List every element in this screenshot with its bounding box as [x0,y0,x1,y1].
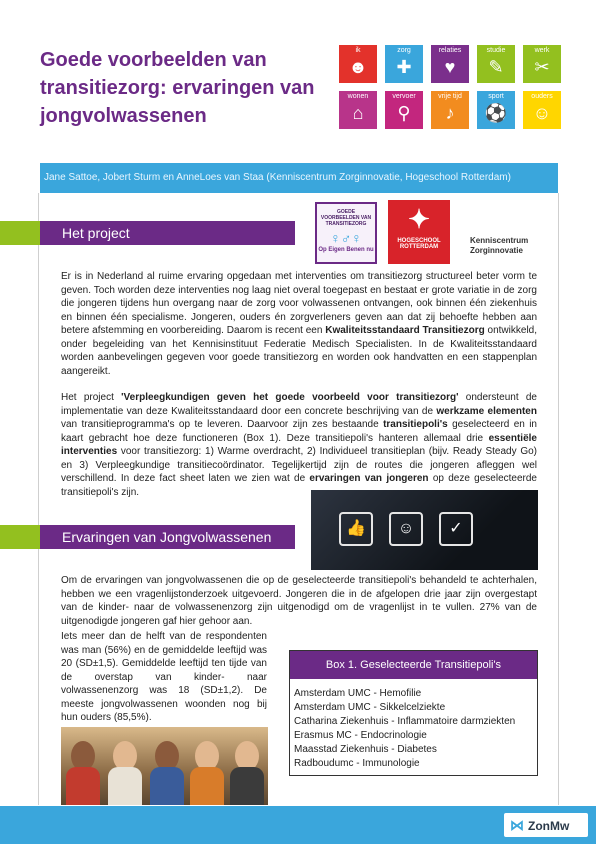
tile-ouders [523,91,561,129]
zonmw-logo [504,813,588,837]
paragraph-respondents: Iets meer dan de helft van de respondenten was man (56%) en de gemiddelde leeftijd was 20 (SD±1,5). Gemiddelde leeftijd ten tijde van de overstap van kinder- naar volwassenenzorg was 18 (SD±1,2). De meeste jongvolwassenen woonden nog bij hun ouders (85,5%). [61,631,267,723]
tile-vervoer [385,91,423,129]
young-adults-photo [61,727,268,805]
kenniscentrum-logo: Kenniscentrum Zorginnovatie [470,236,529,255]
tile-label: zorg [397,47,411,54]
person-icon: ☻ [348,57,368,77]
smiley-icon: ☺ [389,512,423,546]
box-selected-polis [289,650,538,776]
tile-relaties [431,45,469,83]
box-list-item: Amsterdam UMC - Sikkelcelziekte [294,702,446,713]
tile-studie [477,45,515,83]
goede-voorbeelden-logo [315,202,377,264]
paragraph-method: Om de ervaringen van jongvolwassenen die op de geselecteerde transitiepoli's behandeld te achterhalen, hebben we een vragenlijstonderzoek uitgevoerd. Jongeren die in de afgelopen drie jaar zijn overgestapt van de kinder- naar de volwassenenzorg zijn uitgenodigd om de vragenlijst in te vullen. 27% van de uitgenodigde jongeren gaf hier gehoor aan. [61,575,537,627]
feedback-icons-photo [311,490,538,570]
section-title: Het project [40,221,295,245]
people-icon: ♥ [444,57,456,77]
checkmark-icon: ✓ [439,512,473,546]
paragraph-project: Het project 'Verpleegkundigen geven het goede voorbeeld voor transitiezorg' ondersteunt de implementatie van deze Kwaliteitsstandaard door een concrete beschrijving van de werkzame elementen van transitieprogramma's op te leveren. Daarvoor zijn zes bestaande transitiepoli's geselecteerd en in kaart gebracht hoe deze functioneren (Box 1). Deze transitiepoli's hanteren allemaal drie essentiële interventies voor transitiezorg: 1) Warme overdracht, 2) Individueel transitieplan (bijv. Ready Steady Go) en 3) Verpleegkundige transitiecoördinator. Tegelijkertijd zijn de routes die jongeren afleggen wel verschillend. In deze fact sheet laten we zien wat de ervaringen van jongeren op deze geselecteerde transitiepoli's zijn. [61,392,537,498]
brand-text: ZonMw [528,819,570,833]
tile-label: ik [355,47,361,54]
tile-sport [477,91,515,129]
sport-icon: ⚽ [484,103,508,123]
person-body [230,767,264,805]
thumbs-up-icon: 👍 [339,512,373,546]
hogeschool-rotterdam-logo [388,200,450,264]
author-band [40,163,558,193]
box-list-item: Erasmus MC - Endocrinologie [294,730,427,741]
tile-wonen [339,91,377,129]
section-title: Ervaringen van Jongvolwassenen [40,525,295,549]
logo-text: GOEDE VOORBEELDEN VAN TRANSITIEZORG [320,209,372,227]
box-list-item: Catharina Ziekenhuis - Inflammatoire darmziekten [294,716,516,727]
tile-label: studie [486,47,506,54]
life-domain-tiles [339,45,561,131]
section-accent [0,525,40,549]
box-list-item: Maasstad Ziekenhuis - Diabetes [294,744,437,755]
hr-mark-icon: ✦ [408,204,430,234]
section-accent [0,221,40,245]
tile-label: vrije tijd [438,93,462,100]
owl-icon: ✎ [488,57,504,77]
tile-vrije-tijd [431,91,469,129]
tile-werk [523,45,561,83]
tile-zorg [385,45,423,83]
tools-icon: ✂ [534,57,550,77]
right-rule [558,193,559,805]
tile-label: wonen [347,93,369,100]
tile-label: relaties [438,47,462,54]
person-body [66,767,100,805]
tile-label: werk [534,47,550,54]
tile-ik [339,45,377,83]
left-rule [38,193,39,805]
tile-label: vervoer [392,93,416,100]
page-title: Goede voorbeelden van transitiezorg: ervaringen van jongvolwassenen [40,49,315,127]
authors-text: Jane Sattoe, Jobert Sturm en AnneLoes van Staa (Kenniscentrum Zorginnovatie, Hogeschool Rotterdam) [44,172,511,183]
paragraph-intro: Er is in Nederland al ruime ervaring opgedaan met interventies om transitiezorg structureel beter vorm te geven. Toch worden deze interventies nog laag niet overal toegepast en bestaat er grote variatie in de zorg die jongeren tijdens hun overgang naar de zorg voor volwassenen ontvangen, ook binnen één ziekenhuis en binnen één specialisme. Jongeren, ouders én zorgverleners geven aan dat zij behoefte hebben aan betere afstemming en voorbereiding. Daarom is recent een Kwaliteitsstandaard Transitiezorg ontwikkeld, onder begeleiding van het Kennisinstituut Federatie Medisch Specialisten. In de Kwaliteitsstandaard worden aanbevelingen gegeven voor goede transitiezorg en worden ook handvatten en een stappenplan aangereikt. [61,271,538,377]
people-icon: ♀♂♀ [330,230,362,246]
logo-subtext: Op Eigen Benen nu [318,247,374,253]
box-title: Box 1. Geselecteerde Transitiepoli's [290,651,537,679]
logo-text: HOGESCHOOL ROTTERDAM [397,238,441,250]
box-list-item: Radboudumc - Immunologie [294,758,420,769]
house-icon: ⌂ [352,103,364,123]
leisure-icon: ♪ [445,103,455,123]
box-list [294,687,537,771]
box-list-item: Amsterdam UMC - Hemofilie [294,688,422,699]
person-body [150,767,184,805]
tile-label: ouders [531,93,553,100]
person-body [190,767,224,805]
bandage-icon: ✚ [396,57,412,77]
tile-label: sport [488,93,504,100]
zonmw-mark-icon: ⋈ [510,817,524,833]
bike-icon: ⚲ [397,103,411,123]
person-body [108,767,142,805]
parents-icon: ☺ [532,103,552,123]
